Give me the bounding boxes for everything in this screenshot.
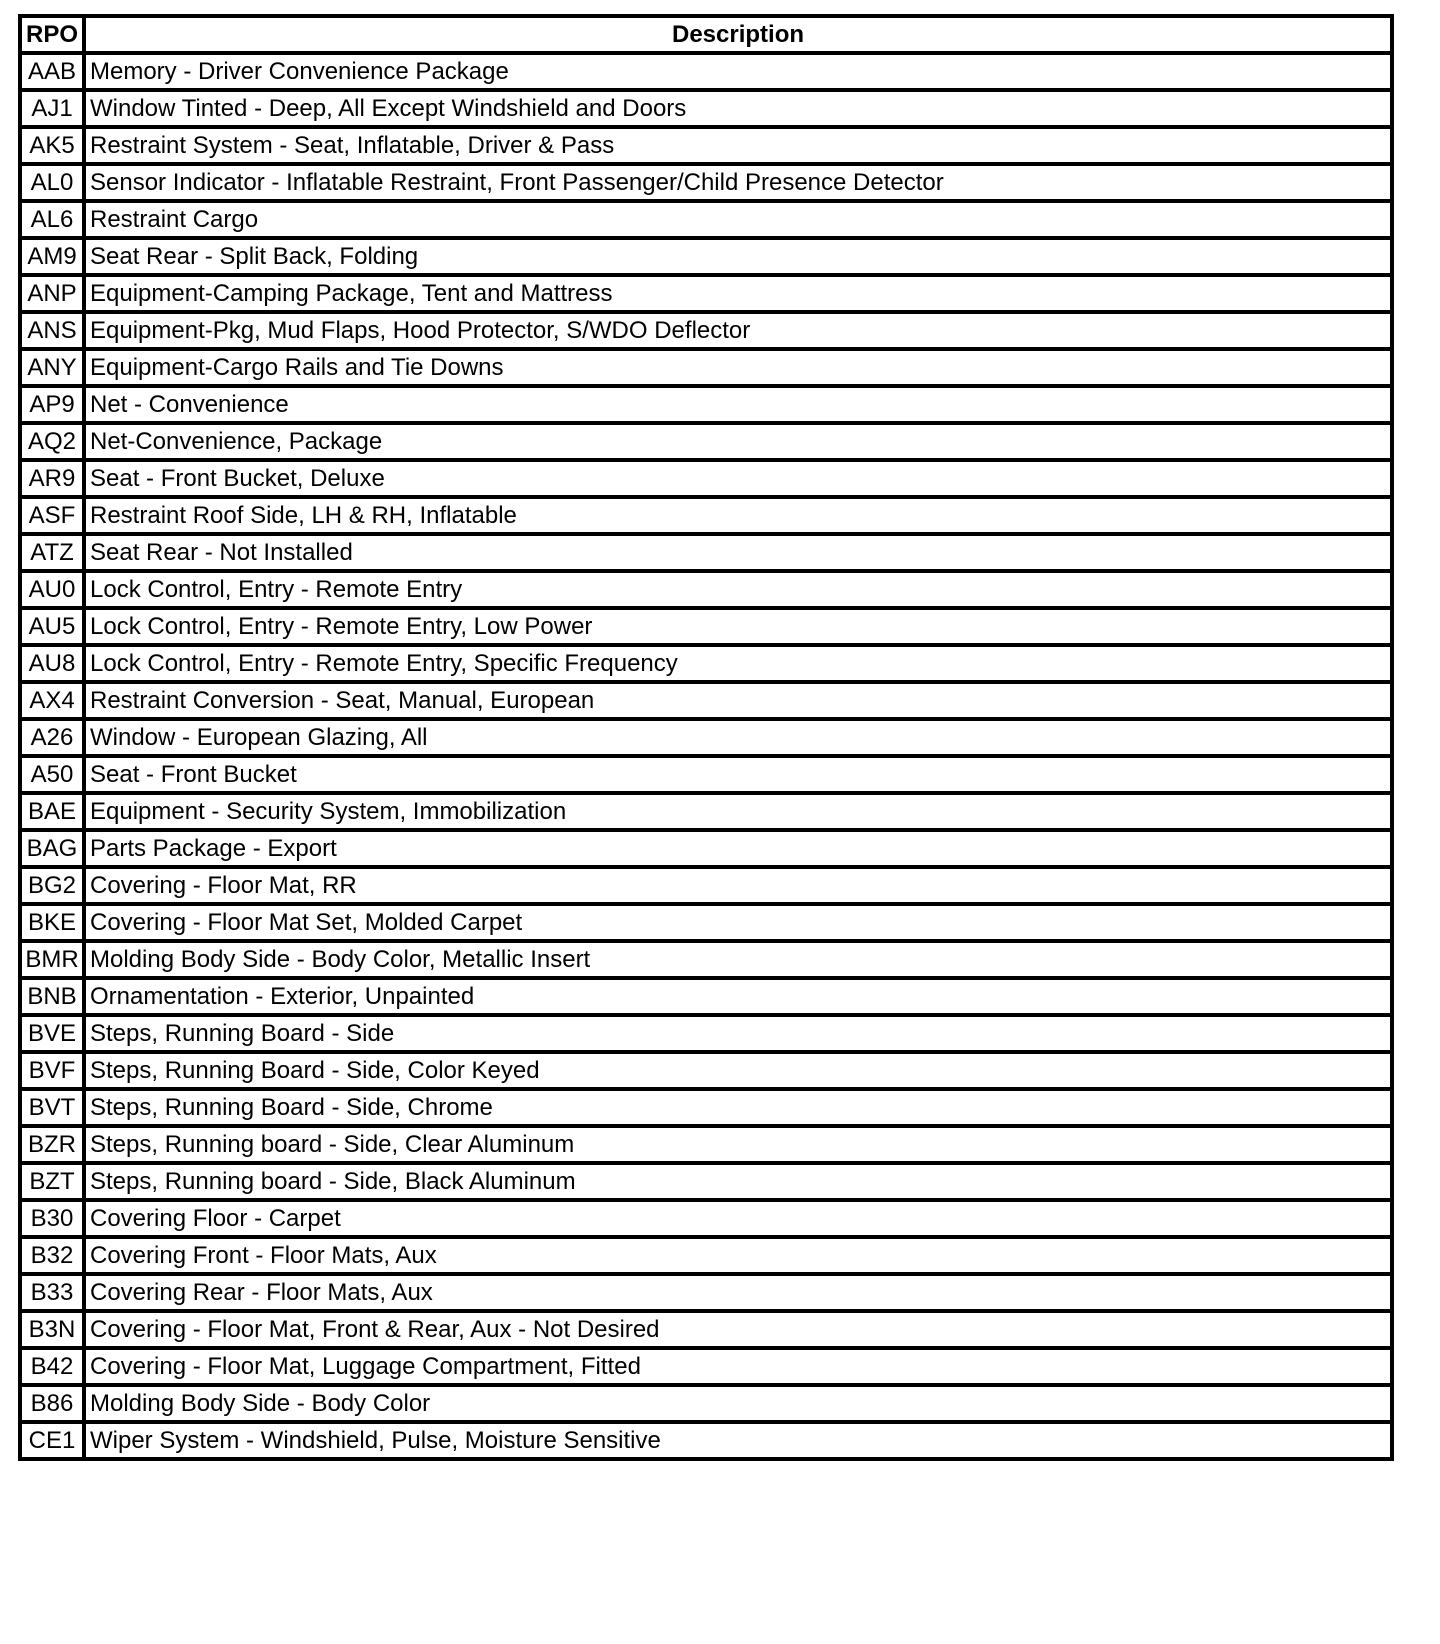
rpo-table xyxy=(18,14,1394,1461)
table-row xyxy=(20,312,1392,349)
rpo-description-cell: Steps, Running Board - Side, Chrome xyxy=(84,1089,1392,1126)
table-row xyxy=(20,1274,1392,1311)
rpo-description-cell: Seat Rear - Not Installed xyxy=(84,534,1392,571)
table-row xyxy=(20,571,1392,608)
rpo-code-cell: ASF xyxy=(20,497,84,534)
table-row xyxy=(20,1311,1392,1348)
table-row xyxy=(20,349,1392,386)
rpo-description-cell: Restraint Cargo xyxy=(84,201,1392,238)
rpo-code-cell: BKE xyxy=(20,904,84,941)
table-row xyxy=(20,645,1392,682)
rpo-description-cell: Seat - Front Bucket, Deluxe xyxy=(84,460,1392,497)
rpo-code-cell: A26 xyxy=(20,719,84,756)
table-row xyxy=(20,1422,1392,1459)
rpo-code-cell: A50 xyxy=(20,756,84,793)
rpo-description-cell: Equipment-Camping Package, Tent and Mattress xyxy=(84,275,1392,312)
rpo-code-cell: AK5 xyxy=(20,127,84,164)
table-row xyxy=(20,1200,1392,1237)
rpo-description-cell: Equipment-Pkg, Mud Flaps, Hood Protector, S/WDO Deflector xyxy=(84,312,1392,349)
rpo-description-cell: Wiper System - Windshield, Pulse, Moisture Sensitive xyxy=(84,1422,1392,1459)
rpo-code-cell: AL0 xyxy=(20,164,84,201)
rpo-code-cell: BAE xyxy=(20,793,84,830)
rpo-description-cell: Covering Rear - Floor Mats, Aux xyxy=(84,1274,1392,1311)
table-row xyxy=(20,756,1392,793)
rpo-code-cell: ANP xyxy=(20,275,84,312)
table-row xyxy=(20,386,1392,423)
table-row xyxy=(20,1015,1392,1052)
rpo-code-cell: B33 xyxy=(20,1274,84,1311)
rpo-code-cell: AR9 xyxy=(20,460,84,497)
rpo-code-cell: BZR xyxy=(20,1126,84,1163)
table-row xyxy=(20,53,1392,90)
rpo-code-cell: AAB xyxy=(20,53,84,90)
rpo-description-cell: Steps, Running Board - Side, Color Keyed xyxy=(84,1052,1392,1089)
rpo-description-cell: Covering - Floor Mat, RR xyxy=(84,867,1392,904)
rpo-description-cell: Restraint Conversion - Seat, Manual, European xyxy=(84,682,1392,719)
rpo-description-cell: Equipment-Cargo Rails and Tie Downs xyxy=(84,349,1392,386)
rpo-description-cell: Net - Convenience xyxy=(84,386,1392,423)
rpo-description-cell: Restraint Roof Side, LH & RH, Inflatable xyxy=(84,497,1392,534)
rpo-code-cell: AU8 xyxy=(20,645,84,682)
rpo-code-cell: BVE xyxy=(20,1015,84,1052)
table-row xyxy=(20,164,1392,201)
rpo-description-cell: Steps, Running board - Side, Clear Aluminum xyxy=(84,1126,1392,1163)
rpo-code-cell: ANS xyxy=(20,312,84,349)
table-row xyxy=(20,904,1392,941)
table-row xyxy=(20,534,1392,571)
rpo-code-cell: CE1 xyxy=(20,1422,84,1459)
rpo-code-cell: B32 xyxy=(20,1237,84,1274)
table-row xyxy=(20,867,1392,904)
rpo-description-cell: Parts Package - Export xyxy=(84,830,1392,867)
rpo-code-cell: AP9 xyxy=(20,386,84,423)
rpo-code-cell: BMR xyxy=(20,941,84,978)
table-row xyxy=(20,1052,1392,1089)
rpo-code-cell: AM9 xyxy=(20,238,84,275)
rpo-description-cell: Restraint System - Seat, Inflatable, Driver & Pass xyxy=(84,127,1392,164)
rpo-description-cell: Molding Body Side - Body Color xyxy=(84,1385,1392,1422)
rpo-code-cell: ATZ xyxy=(20,534,84,571)
table-row xyxy=(20,682,1392,719)
table-row xyxy=(20,941,1392,978)
table-row xyxy=(20,201,1392,238)
rpo-code-cell: ANY xyxy=(20,349,84,386)
header-description: Description xyxy=(84,16,1392,53)
table-row xyxy=(20,127,1392,164)
table-row xyxy=(20,90,1392,127)
rpo-description-cell: Net-Convenience, Package xyxy=(84,423,1392,460)
rpo-code-cell: BVF xyxy=(20,1052,84,1089)
table-row xyxy=(20,275,1392,312)
rpo-description-cell: Steps, Running board - Side, Black Aluminum xyxy=(84,1163,1392,1200)
rpo-code-cell: B3N xyxy=(20,1311,84,1348)
table-row xyxy=(20,1385,1392,1422)
rpo-description-cell: Lock Control, Entry - Remote Entry, Specific Frequency xyxy=(84,645,1392,682)
rpo-description-cell: Sensor Indicator - Inflatable Restraint, Front Passenger/Child Presence Detector xyxy=(84,164,1392,201)
rpo-description-cell: Window Tinted - Deep, All Except Windshield and Doors xyxy=(84,90,1392,127)
rpo-description-cell: Memory - Driver Convenience Package xyxy=(84,53,1392,90)
rpo-code-cell: BNB xyxy=(20,978,84,1015)
header-rpo: RPO xyxy=(20,16,84,53)
rpo-description-cell: Lock Control, Entry - Remote Entry, Low Power xyxy=(84,608,1392,645)
table-row xyxy=(20,793,1392,830)
rpo-code-cell: AQ2 xyxy=(20,423,84,460)
rpo-code-cell: B42 xyxy=(20,1348,84,1385)
rpo-description-cell: Window - European Glazing, All xyxy=(84,719,1392,756)
table-row xyxy=(20,1163,1392,1200)
rpo-code-cell: AU5 xyxy=(20,608,84,645)
rpo-code-cell: B86 xyxy=(20,1385,84,1422)
table-row xyxy=(20,830,1392,867)
rpo-description-cell: Covering Floor - Carpet xyxy=(84,1200,1392,1237)
table-row xyxy=(20,1089,1392,1126)
rpo-description-cell: Molding Body Side - Body Color, Metallic Insert xyxy=(84,941,1392,978)
rpo-description-cell: Covering Front - Floor Mats, Aux xyxy=(84,1237,1392,1274)
table-body xyxy=(20,53,1392,1459)
table-row xyxy=(20,423,1392,460)
rpo-code-cell: BAG xyxy=(20,830,84,867)
table-row xyxy=(20,719,1392,756)
table-row xyxy=(20,1348,1392,1385)
table-row xyxy=(20,1126,1392,1163)
rpo-code-cell: BG2 xyxy=(20,867,84,904)
rpo-description-cell: Covering - Floor Mat Set, Molded Carpet xyxy=(84,904,1392,941)
rpo-description-cell: Steps, Running Board - Side xyxy=(84,1015,1392,1052)
table-header-row xyxy=(20,16,1392,53)
rpo-description-cell: Lock Control, Entry - Remote Entry xyxy=(84,571,1392,608)
rpo-description-cell: Covering - Floor Mat, Luggage Compartment, Fitted xyxy=(84,1348,1392,1385)
rpo-code-cell: AL6 xyxy=(20,201,84,238)
rpo-description-cell: Equipment - Security System, Immobilization xyxy=(84,793,1392,830)
rpo-description-cell: Seat Rear - Split Back, Folding xyxy=(84,238,1392,275)
rpo-code-cell: BVT xyxy=(20,1089,84,1126)
rpo-description-cell: Ornamentation - Exterior, Unpainted xyxy=(84,978,1392,1015)
table-row xyxy=(20,497,1392,534)
table-row xyxy=(20,608,1392,645)
rpo-code-cell: B30 xyxy=(20,1200,84,1237)
rpo-description-cell: Covering - Floor Mat, Front & Rear, Aux - Not Desired xyxy=(84,1311,1392,1348)
rpo-code-cell: AX4 xyxy=(20,682,84,719)
rpo-code-cell: AU0 xyxy=(20,571,84,608)
table-row xyxy=(20,238,1392,275)
table-row xyxy=(20,978,1392,1015)
table-row xyxy=(20,460,1392,497)
rpo-code-cell: AJ1 xyxy=(20,90,84,127)
rpo-code-cell: BZT xyxy=(20,1163,84,1200)
rpo-description-cell: Seat - Front Bucket xyxy=(84,756,1392,793)
table-row xyxy=(20,1237,1392,1274)
